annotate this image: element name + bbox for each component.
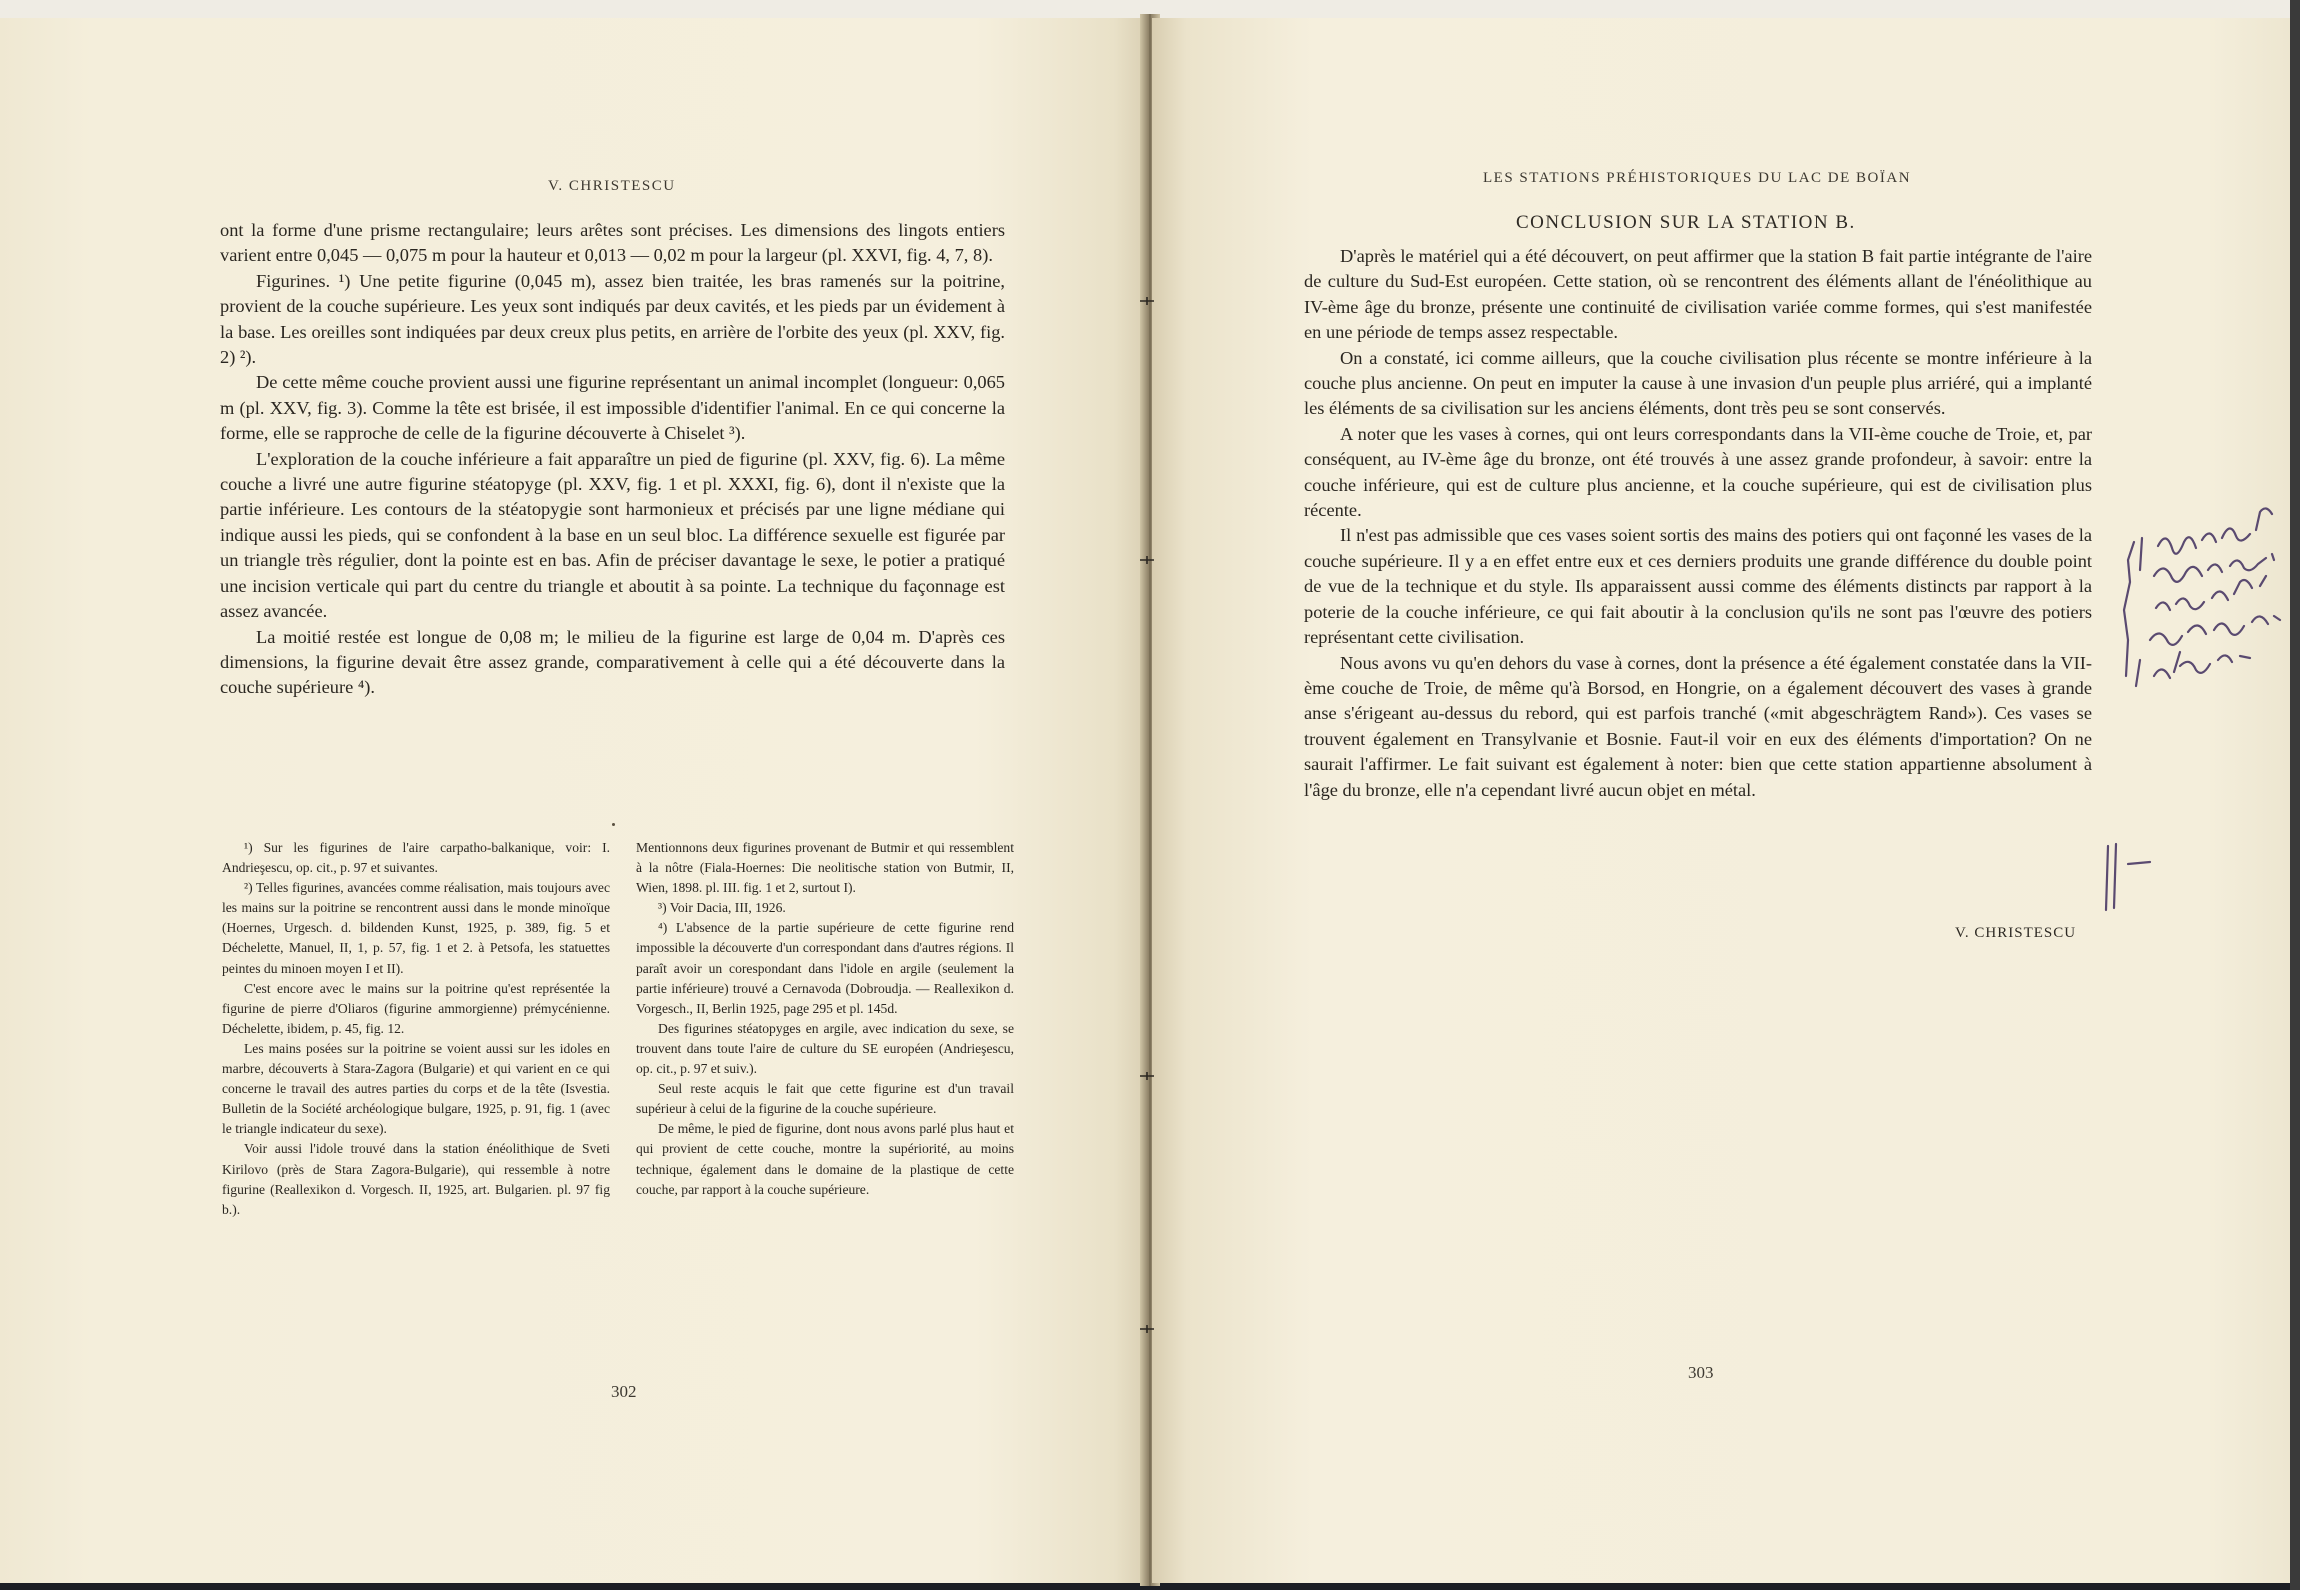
right-running-head: LES STATIONS PRÉHISTORIQUES DU LAC DE BOÏAN [1483, 170, 1912, 186]
binding-thread-mark [1140, 297, 1154, 305]
author-signature: V. CHRISTESCU [1955, 925, 2077, 941]
right-paragraph: A noter que les vases à cornes, qui ont leurs correspondants dans la VII-ème couche de Troie, et, par conséquent, au IV-ème âge du bronze, ont été trouvés à une assez grande profondeur, à savoir: entre la couche inférieure, qui est de culture plus ancienne, et la couche supérieure, qui est de civilisation plus récente. [1304, 423, 2092, 521]
scan-edge [2290, 0, 2300, 1590]
binding-thread-mark [1140, 1072, 1154, 1080]
footnote: ⁴) L'absence de la partie supérieure de cette figurine rend impossible la découverte d'un correspondant dans d'autres régions. Il paraît avoir un corespondant dans l'idole en argile (seulement la partie inférieure) trouvé a Cernavoda (Dobroudja. — Reallexikon d. Vorgesch., II, Berlin 1925, page 295 et pl. 145d. [636, 920, 1014, 1016]
footnote: Seul reste acquis le fait que cette figurine est d'un travail supérieur à celui de la figurine de la couche supérieure. [636, 1081, 1014, 1117]
footnote-separator-mark [612, 823, 615, 826]
left-paragraph: La moitié restée est longue de 0,08 m; le milieu de la figurine est large de 0,04 m. D'après ces dimensions, la figurine devait être assez grande, comparativement à celle qui a été découverte dans la couche supérieure ⁴). [220, 626, 1005, 698]
footnote: ¹) Sur les figurines de l'aire carpatho-balkanique, voir: I. Andrieşescu, op. cit., p. 97 et suivantes. [222, 840, 610, 876]
footnote: ³) Voir Dacia, III, 1926. [658, 900, 786, 916]
footnote: Mentionnons deux figurines provenant de Butmir et qui ressemblent à la nôtre (Fiala-Hoernes: Die neolitische station von Butmir, II, Wien, 1898. pl. III. fig. 1 et 2, surtout I). [636, 840, 1014, 896]
section-title: CONCLUSION SUR LA STATION B. [1516, 212, 1856, 233]
right-paragraph: Nous avons vu qu'en dehors du vase à cornes, dont la présence a été également constatée dans la VII-ème couche de Troie, de même qu'à Borsod, en Hongrie, on a également découvert des vases à grande anse s'érigeant au-dessus du rebord, qui est parfois tranché («mit abgeschrägtem Rand»). Ces vases se trouvent également en Transylvanie et Bosnie. Faut-il voir en eux des éléments d'importation? On ne saurait l'affirmer. Le fait suivant est également à noter: bien que cette station appartienne absolument à l'âge du bronze, elle n'a cependant livré aucun objet en métal. [1304, 652, 2092, 800]
left-paragraph: ont la forme d'une prisme rectangulaire; leurs arêtes sont précises. Les dimensions des lingots entiers varient entre 0,045 — 0,075 m pour la hauteur et 0,013 — 0,02 m pour la largeur (pl. XXVI, fig. 4, 7, 8). [220, 220, 1005, 266]
binding-thread-mark [1140, 556, 1154, 564]
left-paragraph: De cette même couche provient aussi une figurine représentant un animal incomplet (longueur: 0,065 m (pl. XXV, fig. 3). Comme la tête est brisée, il est impossible d'identifier l'animal. En ce qui concerne la forme, elle se rapproche de celle de la figurine découverte à Chiselet ³). [220, 372, 1005, 444]
right-paragraph: On a constaté, ici comme ailleurs, que la couche civilisation plus récente se montre inférieure à la couche plus ancienne. On peut en imputer la cause à une invasion d'un peuple plus arriéré, qui a implanté les éléments de sa civilisation sur les anciens éléments, dont très peu se sont conservés. [1304, 347, 2092, 419]
binding-thread-mark [1140, 1325, 1154, 1333]
left-running-head: V. CHRISTESCU [548, 178, 676, 194]
right-page-number: 303 [1688, 1363, 1714, 1382]
footnote: C'est encore avec le mains sur la poitrine qu'est représentée la figurine de pierre d'Oliaros (figurine ammorgienne) prémycénienne. Déchelette, ibidem, p. 45, fig. 12. [222, 980, 610, 1036]
footnote: Des figurines stéatopyges en argile, avec indication du sexe, se trouvent dans toute l'aire de culture du SE européen (Andrieşescu, op. cit., p. 97 et suiv.). [636, 1020, 1014, 1077]
footnote: Voir aussi l'idole trouvé dans la station énéolithique de Sveti Kirilovo (près de Stara Zagora-Bulgarie), qui ressemble à notre figurine (Reallexikon d. Vorgesch. II, 1925, art. Bulgarien. pl. 97 fig b.). [222, 1141, 610, 1217]
footnote: ²) Telles figurines, avancées comme réalisation, mais toujours avec les mains sur la poitrine se rencontrent aussi dans le monde minoïque (Hoernes, Urgesch. d. bildenden Kunst, 1925, p. 389, fig. 5 et Déchelette, Manuel, II, 1, p. 57, fig. 1 et 2. à Petsofa, les statuettes peintes du minoen moyen I et II). [222, 880, 610, 976]
handwritten-margin-bracket [2098, 838, 2158, 918]
left-paragraph: L'exploration de la couche inférieure a fait apparaître un pied de figurine (pl. XXV, fig. 6). La même couche a livré une autre figurine stéatopyge (pl. XXV, fig. 1 et pl. XXXI, fig. 6), dont il n'existe que la partie inférieure. Les contours de la stéatopygie sont harmonieux et précisés par une ligne médiane qui indique aussi les pieds, qui se confondent à la base en un seul bloc. La différence sexuelle est figurée par un triangle très régulier, dont la pointe est en bas. Afin de préciser davantage le sexe, le potier a pratiqué une incision verticale qui part du centre du triangle et aboutit à sa pointe. La technique du façonnage est assez avancée. [220, 448, 1005, 622]
footnote: De même, le pied de figurine, dont nous avons parlé plus haut et qui provient de cette couche, montre la supériorité, au moins technique, également dans le domaine de la plastique de cette couche, par rapport à la couche supérieure. [636, 1121, 1014, 1197]
left-body-text [220, 218, 1005, 701]
left-footnotes-column-2 [636, 838, 1014, 1200]
right-paragraph: D'après le matériel qui a été découvert, on peut affirmer que la station B fait partie intégrante de l'aire de culture du Sud-Est européen. Cette station, où se rencontrent des éléments allant de l'énéolithique au IV-ème âge du bronze, présente une continuité de civilisation variée comme formes, qui s'est manifestée en une période de temps assez respectable. [1304, 246, 2092, 343]
right-paragraph: Il n'est pas admissible que ces vases soient sortis des mains des potiers qui ont façonné les vases de la couche supérieure. Il y a en effet entre eux et ces derniers produits une grande différence du double point de vue de la technique et du style. Ils apparaissent aussi comme des éléments distincts par rapport à la poterie de la couche inférieure, ce qui fait aboutir à la conclusion qu'ils ne sont pas l'œuvre des potiers représentant cette civilisation. [1304, 525, 2092, 648]
left-paragraph: Figurines. ¹) Une petite figurine (0,045 m), assez bien traitée, les bras ramenés sur la poitrine, provient de la couche supérieure. Les yeux sont indiqués par deux cavités, et les pieds par un évidement à la base. Les oreilles sont indiquées par deux creux plus petits, en arrière de l'orbite des yeux (pl. XXV, fig. 2) ²). [220, 270, 1005, 368]
left-footnotes-column-1 [222, 838, 610, 1220]
right-body-text [1304, 244, 2092, 803]
handwritten-margin-note [2110, 490, 2290, 730]
left-page-number: 302 [611, 1382, 637, 1401]
footnote: Les mains posées sur la poitrine se voient aussi sur les idoles en marbre, découverts à Stara-Zagora (Bulgarie) et qui varient en ce qui concerne le travail des autres parties du corps et de la tête (Isvestia. Bulletin de la Société archéologique bulgare, 1925, p. 91, fig. 1 (avec le triangle indicateur du sexe). [222, 1040, 610, 1137]
